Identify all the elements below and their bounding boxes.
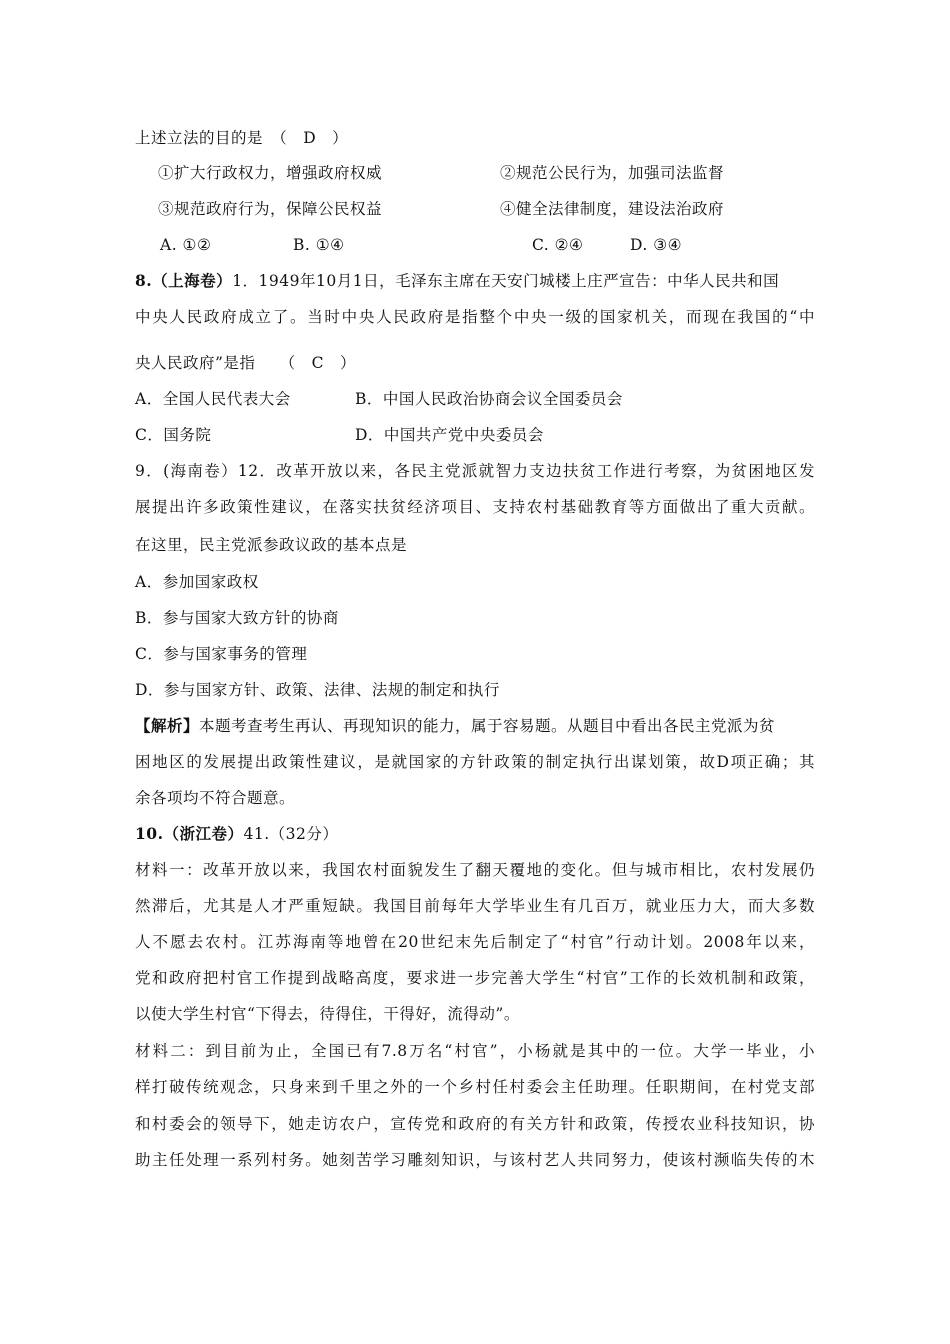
analysis-text-1: 本题考查考生再认、再现知识的能力，属于容易题。从题目中看出各民主党派为贫 xyxy=(199,717,776,735)
q7-choice-b: B. ①④ xyxy=(293,236,345,254)
material1-line-2: 然滞后，尤其是人才严重短缺。我国目前每年大学毕业生有几百万，就业压力大，而大多数 xyxy=(135,897,815,915)
q8-line-1 xyxy=(135,270,815,292)
q8-option-b: B．中国人民政治协商会议全国委员会 xyxy=(355,390,623,408)
material2-line-4: 助主任处理一系列村务。她刻苦学习雕刻知识，与该村艺人共同努力，使该村濒临失传的木 xyxy=(135,1151,815,1169)
q9-option-b: B．参与国家大致方针的协商 xyxy=(135,609,339,627)
q7-choice-d: D. ③④ xyxy=(630,236,683,254)
material2-line-1: 材料二：到目前为止，全国已有7.8万名“村官”，小杨就是其中的一位。大学一毕业，小 xyxy=(135,1042,815,1060)
q9-analysis-line-1 xyxy=(135,715,815,737)
q9-analysis-line-3: 余各项均不符合题意。 xyxy=(135,789,296,807)
q8-option-a: A．全国人民代表大会 xyxy=(135,390,291,408)
material1-line-1: 材料一：改革开放以来，我国农村面貌发生了翻天覆地的变化。但与城市相比，农村发展仍 xyxy=(135,861,815,879)
q9-analysis-line-2: 困地区的发展提出政策性建议，是就国家的方针政策的制定执行出谋划策，故D项正确；其 xyxy=(135,753,815,771)
q8-text-1: 1．1949年10月1日，毛泽东主席在天安门城楼上庄严宣告：中华人民共和国 xyxy=(232,272,780,290)
q7-option-3: ③规范政府行为，保障公民权益 xyxy=(158,200,383,218)
q7-option-2: ②规范公民行为，加强司法监督 xyxy=(500,164,725,182)
q10-points: 41.（32分） xyxy=(243,825,339,843)
q7-option-1: ①扩大行政权力，增强政府权威 xyxy=(158,164,383,182)
q7-stem: 上述立法的目的是 （ D ） xyxy=(135,129,349,147)
q9-option-d: D．参与国家方针、政策、法律、法规的制定和执行 xyxy=(135,681,500,699)
q8-label: 8.（上海卷） xyxy=(135,271,233,290)
q8-option-d: D．中国共产党中央委员会 xyxy=(355,426,544,444)
q10-heading xyxy=(135,823,815,845)
analysis-label: 【解析】 xyxy=(135,716,200,735)
q10-label: 10.（浙江卷） xyxy=(135,824,244,843)
q9-option-c: C．参与国家事务的管理 xyxy=(135,645,308,663)
q9-line-1: 9．(海南卷）12．改革开放以来，各民主党派就智力支边扶贫工作进行考察，为贫困地区发 xyxy=(135,462,815,480)
q7-choice-c: C. ②④ xyxy=(532,236,584,254)
q8-line-2: 中央人民政府成立了。当时中央人民政府是指整个中央一级的国家机关，而现在我国的“中 xyxy=(135,308,815,326)
q8-line-3: 央人民政府”是指 （ C ） xyxy=(135,354,357,372)
q9-line-3: 在这里，民主党派参政议政的基本点是 xyxy=(135,536,408,554)
material1-line-4: 党和政府把村官工作提到战略高度，要求进一步完善大学生“村官”工作的长效机制和政策， xyxy=(135,969,815,987)
q8-option-c: C．国务院 xyxy=(135,426,212,444)
q7-option-4: ④健全法律制度，建设法治政府 xyxy=(500,200,725,218)
material2-line-2: 样打破传统观念，只身来到千里之外的一个乡村任村委会主任助理。任职期间，在村党支部 xyxy=(135,1078,815,1096)
q9-option-a: A．参加国家政权 xyxy=(135,573,259,591)
material1-line-3: 人不愿去农村。江苏海南等地曾在20世纪末先后制定了“村官”行动计划。2008年以来， xyxy=(135,933,815,951)
q7-choice-a: A. ①② xyxy=(160,236,212,254)
material2-line-3: 和村委会的领导下，她走访农户，宣传党和政府的有关方针和政策，传授农业科技知识，协 xyxy=(135,1115,815,1133)
q9-line-2: 展提出许多政策性建议，在落实扶贫经济项目、支持农村基础教育等方面做出了重大贡献。 xyxy=(135,498,815,516)
material1-line-5: 以使大学生村官“下得去，待得住，干得好，流得动”。 xyxy=(135,1005,520,1023)
